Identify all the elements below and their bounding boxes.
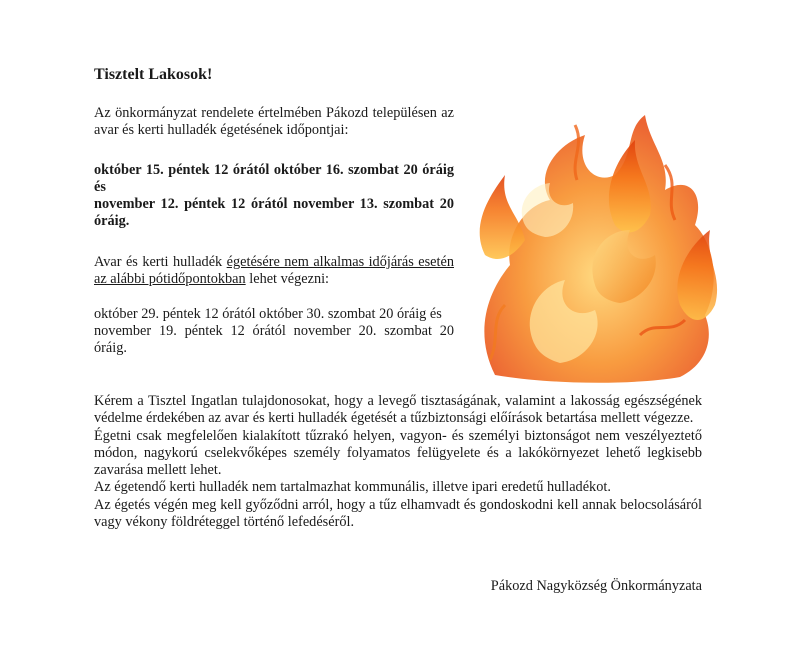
body-text bbox=[94, 393, 702, 531]
intro-paragraph: Az önkormányzat rendelete értelmében Pákozd településen az avar és kerti hulladék égetésének időpontjai: bbox=[94, 105, 454, 138]
body-paragraph-2: Égetni csak megfelelően kialakított tűzrakó helyen, vagyon- és személyi biztonságot nem veszélyeztető módon, nagykorú cselekvőképes személy folyamatos felügyelete és a lakókörnyezet lehető legkisebb zavarása mellett lehet. bbox=[94, 427, 702, 479]
body-paragraph-4: Az égetés végén meg kell győződni arról, hogy a tűz elhamvadt és gondoskodni kell annak belocsolásáról vagy vékony földréteggel történő lefedéséről. bbox=[94, 496, 702, 531]
alt-intro-part1: Avar és kerti hulladék bbox=[94, 254, 227, 270]
fire-image bbox=[465, 105, 730, 385]
alt-intro-underlined: égetésére nem alkalmas időjárás esetén az alábbi pótidőpontokban bbox=[94, 254, 454, 287]
body-paragraph-3: Az égetendő kerti hulladék nem tartalmazhat kommunális, illetve ipari eredetű hulladékot. bbox=[94, 479, 611, 496]
body-paragraph-1: Kérem a Tisztel Ingatlan tulajdonosokat, hogy a levegő tisztaságának, valamint a lakosság egészségének védelme érdekében az avar és kerti hulladék égetését a tűzbiztonsági előírások betartása mellett végezze. bbox=[94, 393, 702, 427]
main-dates bbox=[94, 162, 454, 230]
alt-date-october: október 29. péntek 12 órától október 30. szombat 20 óráig és bbox=[94, 306, 442, 322]
alt-intro-paragraph bbox=[94, 254, 454, 288]
alt-intro-part2: lehet végezni: bbox=[245, 271, 330, 287]
alt-dates bbox=[94, 306, 454, 357]
main-date-november: november 12. péntek 12 órától november 13. szombat 20 óráig. bbox=[94, 196, 454, 229]
notice-title: Tisztelt Lakosok! bbox=[94, 66, 213, 83]
alt-date-november: november 19. péntek 12 órától november 20. szombat 20 óráig. bbox=[94, 323, 454, 356]
signature: Pákozd Nagyközség Önkormányzata bbox=[490, 578, 702, 594]
main-date-october: október 15. péntek 12 órától október 16. szombat 20 óráig és bbox=[94, 162, 454, 195]
